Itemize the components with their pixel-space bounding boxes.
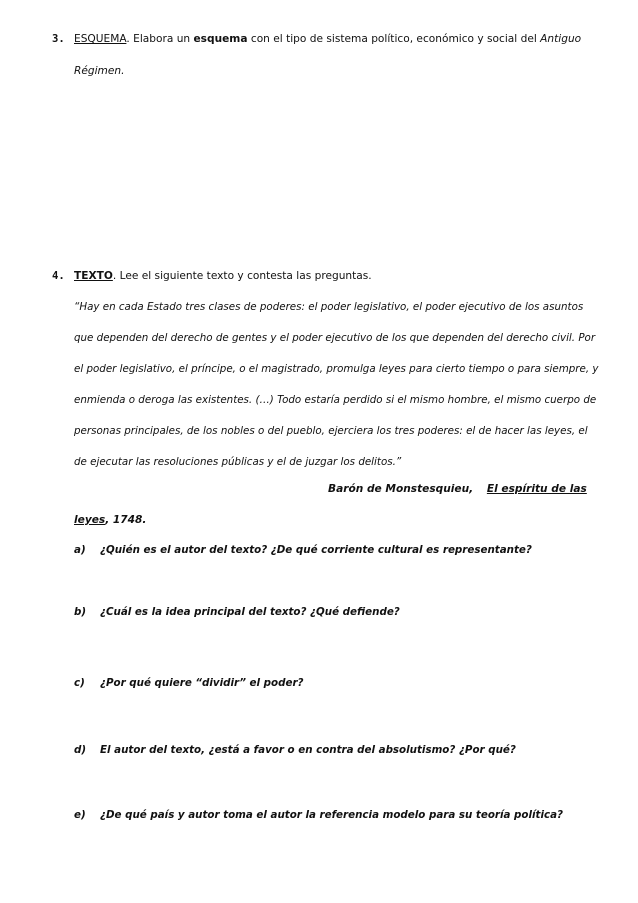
question-text: ¿Quién es el autor del texto? ¿De qué corriente cultural es representante? <box>100 544 532 556</box>
question-letter: d) <box>74 744 87 756</box>
question-text: ¿Cuál es la idea principal del texto? ¿Qué defiende? <box>100 606 400 618</box>
section-3-title: ESQUEMA <box>74 33 127 45</box>
attribution-work-continued: leyes <box>74 514 106 526</box>
section-3-italic-word: Antiguo <box>540 33 582 45</box>
question-letter: c) <box>74 677 85 689</box>
section-4-heading <box>74 269 372 283</box>
section-4-number: 4. <box>52 270 65 282</box>
question-e <box>74 809 563 821</box>
quote-line: personas principales, de los nobles o del pueblo, ejerciera los tres poderes: el de hacer las leyes, el <box>74 425 588 437</box>
question-letter: e) <box>74 809 86 821</box>
attribution-work: El espíritu de las <box>486 483 587 495</box>
question-text: El autor del texto, ¿está a favor o en contra del absolutismo? ¿Por qué? <box>100 744 516 756</box>
quote-line: que dependen del derecho de gentes y el poder ejecutivo de los que dependen del derecho civil. Por <box>74 332 596 344</box>
attribution-author: Barón de Monstesquieu, <box>328 483 474 495</box>
section-3-line-1 <box>74 32 582 46</box>
question-letter: a) <box>74 544 86 556</box>
attribution-year: , 1748. <box>105 514 147 526</box>
section-4-title: TEXTO <box>74 270 113 282</box>
quote-line: “Hay en cada Estado tres clases de poderes: el poder legislativo, el poder ejecutivo de los asuntos <box>74 301 584 313</box>
section-4-instruction: . Lee el siguiente texto y contesta las preguntas. <box>112 270 372 282</box>
question-d <box>74 744 516 756</box>
section-3-text-before: . Elabora un <box>126 33 194 45</box>
question-c <box>74 677 304 689</box>
quote-line: el poder legislativo, el príncipe, o el magistrado, promulga leyes para cierto tiempo o para siempre, y <box>74 363 599 375</box>
question-b <box>74 606 400 618</box>
attribution-line <box>328 482 587 496</box>
attribution-line-2 <box>74 513 146 527</box>
section-3-bold-word: esquema <box>193 33 248 45</box>
question-text: ¿Por qué quiere “dividir” el poder? <box>100 677 304 689</box>
quote-line: enmienda o deroga las existentes. (…) Todo estaría perdido si el mismo hombre, el mismo cuerpo de <box>74 394 597 406</box>
section-3-line-2: Régimen. <box>74 65 125 77</box>
quote-line: de ejecutar las resoluciones públicas y el de juzgar los delitos.” <box>74 456 402 468</box>
question-text: ¿De qué país y autor toma el autor la referencia modelo para su teoría política? <box>100 809 564 821</box>
section-3-text-after: con el tipo de sistema político, económico y social del <box>247 33 541 45</box>
question-letter: b) <box>74 606 87 618</box>
question-a <box>74 544 532 556</box>
section-3-number: 3. <box>52 33 65 45</box>
